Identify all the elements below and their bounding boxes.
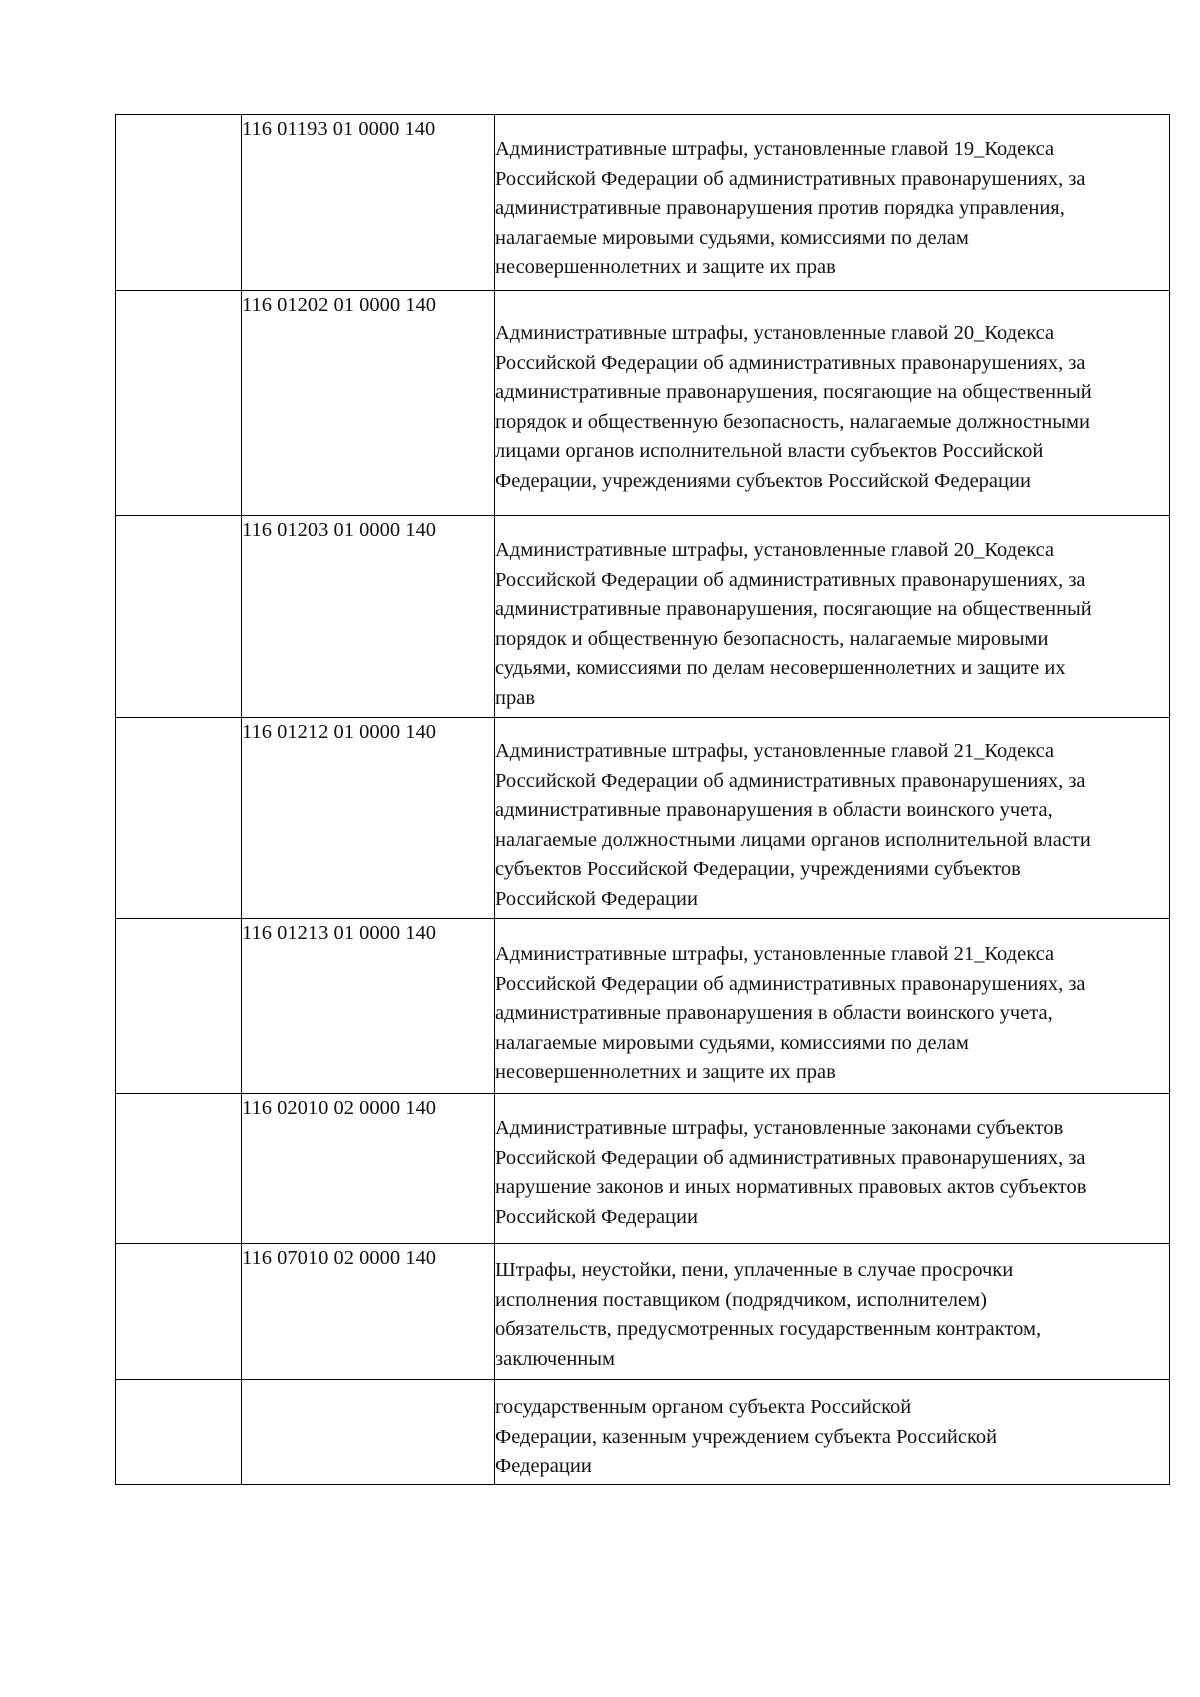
empty-cell (116, 718, 242, 919)
empty-cell (116, 1380, 242, 1485)
revenue-codes-table (115, 114, 1170, 1485)
table-row (116, 1244, 1170, 1380)
table-row (116, 1380, 1170, 1485)
empty-cell (116, 291, 242, 516)
description-cell: Административные штрафы, установленные главой 20_Кодекса Российской Федерации об административных правонарушениях, за административные правонарушения, посягающие на общественный порядок и общественную безопасность, налагаемые должностными лицами органов исполнительной власти субъектов Российской Федерации, учреждениями субъектов Российской Федерации (495, 291, 1170, 516)
table-row (116, 291, 1170, 516)
table-row (116, 1094, 1170, 1244)
code-cell: 116 01213 01 0000 140 (242, 919, 495, 1094)
description-cell: Административные штрафы, установленные главой 20_Кодекса Российской Федерации об административных правонарушениях, за административные правонарушения, посягающие на общественный порядок и общественную безопасность, налагаемые мировыми судьями, комиссиями по делам несовершеннолетних и защите их прав (495, 516, 1170, 718)
code-cell: 116 01202 01 0000 140 (242, 291, 495, 516)
description-cell: Административные штрафы, установленные главой 21_Кодекса Российской Федерации об административных правонарушениях, за административные правонарушения в области воинского учета, налагаемые должностными лицами органов исполнительной власти субъектов Российской Федерации, учреждениями субъектов Российской Федерации (495, 718, 1170, 919)
empty-cell (116, 1094, 242, 1244)
empty-cell (116, 115, 242, 291)
description-cell: Административные штрафы, установленные законами субъектов Российской Федерации об административных правонарушениях, за нарушение законов и иных нормативных правовых актов субъектов Российской Федерации (495, 1094, 1170, 1244)
description-cell: Административные штрафы, установленные главой 19_Кодекса Российской Федерации об административных правонарушениях, за административные правонарушения против порядка управления, налагаемые мировыми судьями, комиссиями по делам несовершеннолетних и защите их прав (495, 115, 1170, 291)
table-row (116, 516, 1170, 718)
description-cell: Штрафы, неустойки, пени, уплаченные в случае просрочки исполнения поставщиком (подрядчиком, исполнителем) обязательств, предусмотренных государственным контрактом, заключенным (495, 1244, 1170, 1380)
empty-cell (116, 516, 242, 718)
code-cell: 116 01212 01 0000 140 (242, 718, 495, 919)
description-cell: Административные штрафы, установленные главой 21_Кодекса Российской Федерации об административных правонарушениях, за административные правонарушения в области воинского учета, налагаемые мировыми судьями, комиссиями по делам несовершеннолетних и защите их прав (495, 919, 1170, 1094)
code-cell (242, 1380, 495, 1485)
table-row (116, 115, 1170, 291)
code-cell: 116 01193 01 0000 140 (242, 115, 495, 291)
empty-cell (116, 919, 242, 1094)
description-cell: государственным органом субъекта Российской Федерации, казенным учреждением субъекта Российской Федерации (495, 1380, 1170, 1485)
table-row (116, 919, 1170, 1094)
code-cell: 116 02010 02 0000 140 (242, 1094, 495, 1244)
code-cell: 116 01203 01 0000 140 (242, 516, 495, 718)
code-cell: 116 07010 02 0000 140 (242, 1244, 495, 1380)
empty-cell (116, 1244, 242, 1380)
table-row (116, 718, 1170, 919)
